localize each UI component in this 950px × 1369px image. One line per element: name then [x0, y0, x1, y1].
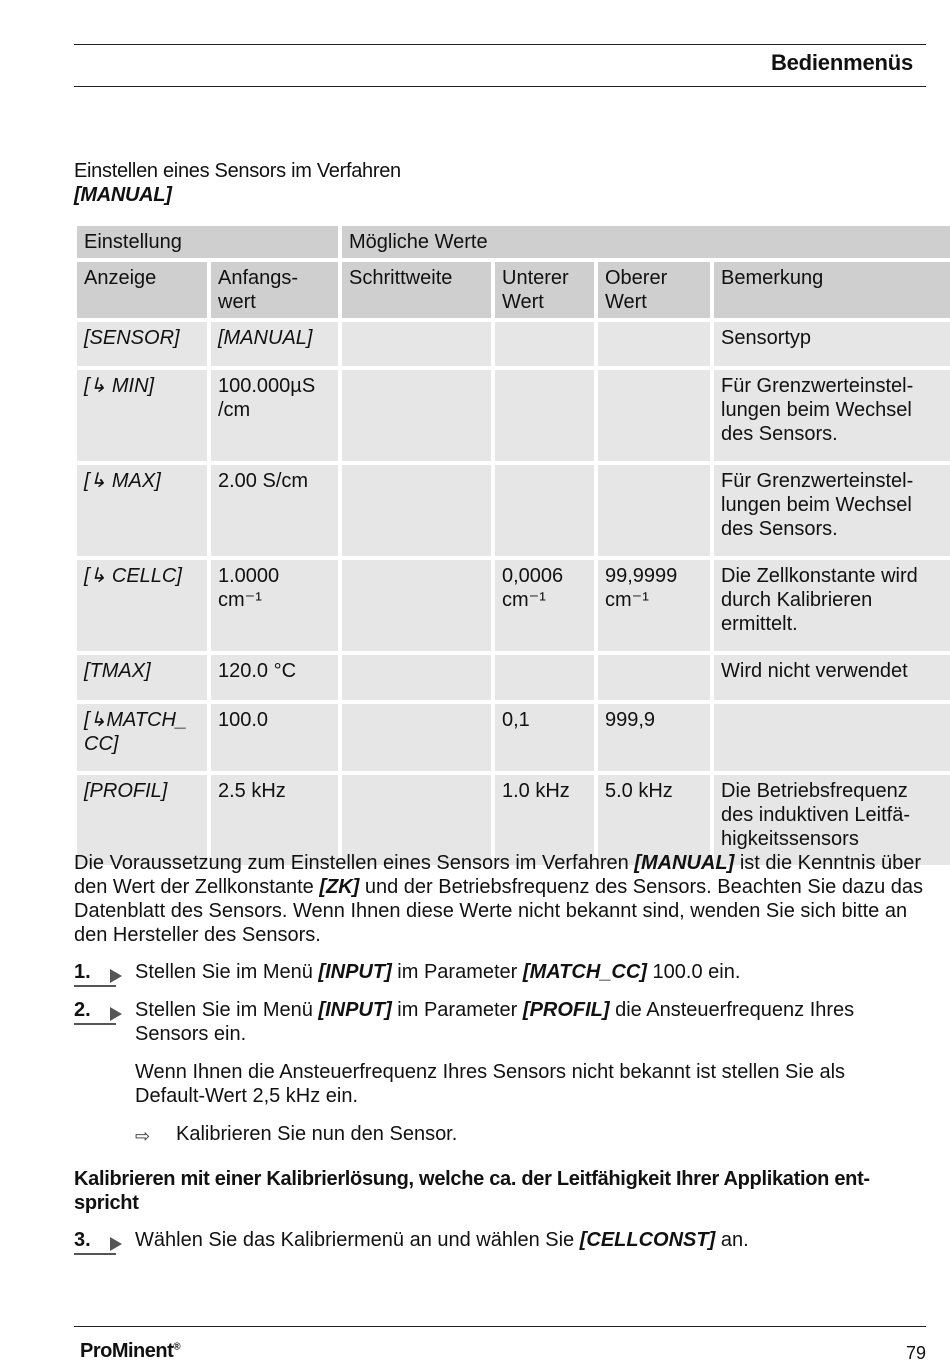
step-3-underline — [74, 1253, 116, 1255]
header-title: Bedienmenüs — [770, 50, 913, 75]
parameter-table — [73, 222, 950, 869]
step-1-text-a: Stellen Sie im Menü — [135, 961, 319, 983]
cell-anfangswert: 2.00 S/cm — [211, 465, 338, 556]
cell-anzeige: [↳MATCH_ CC] — [77, 704, 207, 771]
table-body — [77, 322, 950, 865]
cell-anfangswert: 2.5 kHz — [211, 775, 338, 865]
cell-bemerkung: Wird nicht verwendet — [714, 655, 950, 700]
cell-unterer-wert: 0,0006 cm⁻¹ — [495, 560, 594, 651]
cell-bemerkung: Sensortyp — [714, 322, 950, 366]
cell-anzeige: [TMAX] — [77, 655, 207, 700]
step-2-term-profil: [PROFIL] — [522, 999, 610, 1021]
cell-oberer-wert — [598, 465, 710, 556]
cell-bemerkung: Die Betriebsfrequenz des induktiven Leitfä- higkeitssensors — [714, 775, 950, 865]
step-1-text-c: im Parameter — [391, 961, 523, 983]
cell-bemerkung: Für Grenzwerteinstel- lungen beim Wechsel des Sensors. — [714, 370, 950, 461]
cell-oberer-wert: 99,9999 cm⁻¹ — [598, 560, 710, 651]
step-1-term-match-cc: [MATCH_CC] — [522, 961, 647, 983]
cell-unterer-wert — [495, 370, 594, 461]
step-2-term-input: [INPUT] — [318, 999, 392, 1021]
column-header-oberer-wert: Oberer Wert — [598, 262, 710, 318]
step-3-text-a: Wählen Sie das Kalibriermenü an und wählen Sie — [135, 1229, 580, 1251]
cell-schrittweite — [342, 370, 491, 461]
column-header-bemerkung: Bemerkung — [714, 262, 950, 318]
cell-unterer-wert: 0,1 — [495, 704, 594, 771]
table-group-header-row — [77, 226, 950, 258]
intro-text-2: ist die Kenntnis über den Wert der Zellkonstante — [74, 852, 922, 898]
cell-oberer-wert — [598, 322, 710, 366]
table-row — [77, 704, 950, 771]
cell-schrittweite — [342, 704, 491, 771]
column-header-schrittweite: Schrittweite — [342, 262, 491, 318]
cell-bemerkung: Für Grenzwerteinstel- lungen beim Wechsel des Sensors. — [714, 465, 950, 556]
cell-anfangswert: [MANUAL] — [211, 322, 338, 366]
section-title-text: Einstellen eines Sensors im Verfahren — [74, 160, 401, 182]
logo-text: ProMinent — [80, 1340, 174, 1362]
table-row — [77, 322, 950, 366]
cell-oberer-wert — [598, 655, 710, 700]
step-2-underline — [74, 1023, 116, 1025]
cell-unterer-wert — [495, 655, 594, 700]
cell-unterer-wert — [495, 322, 594, 366]
cell-anfangswert: 1.0000 cm⁻¹ — [211, 560, 338, 651]
cell-bemerkung — [714, 704, 950, 771]
step-1-underline — [74, 985, 116, 987]
column-header-unterer-wert: Unterer Wert — [495, 262, 594, 318]
step-1-text-e: 100.0 ein. — [646, 961, 741, 983]
step-2-text-a: Stellen Sie im Menü — [135, 999, 319, 1021]
step-1-term-input: [INPUT] — [318, 961, 392, 983]
section-title — [74, 159, 401, 207]
cell-oberer-wert: 5.0 kHz — [598, 775, 710, 865]
intro-paragraph — [74, 851, 924, 947]
result-text: Kalibrieren Sie nun den Sensor. — [176, 1123, 458, 1145]
cell-unterer-wert: 1.0 kHz — [495, 775, 594, 865]
cell-oberer-wert: 999,9 — [598, 704, 710, 771]
intro-text-3: und der Betriebsfrequenz des Sensors. Beachten Sie dazu das Datenblatt des Sensors. Wenn Ihnen diese Werte nicht bekannt sind, wenden Sie sich bitte an den Hersteller des Sensors. — [74, 876, 923, 946]
subheading-calibration: Kalibrieren mit einer Kalibrierlösung, welche ca. der Leitfähigkeit Ihrer Applikation ent- spricht — [74, 1168, 870, 1214]
step-1-number: 1. — [74, 961, 91, 983]
column-header-anzeige: Anzeige — [77, 262, 207, 318]
cell-anfangswert: 100.000µS /cm — [211, 370, 338, 461]
cell-unterer-wert — [495, 465, 594, 556]
step-3-number: 3. — [74, 1229, 91, 1251]
page-number: 79 — [905, 1343, 926, 1363]
column-header-anfangswert: Anfangs- wert — [211, 262, 338, 318]
step-2-text-c: im Parameter — [391, 999, 523, 1021]
intro-term-manual: [MANUAL] — [634, 852, 735, 874]
cell-schrittweite — [342, 655, 491, 700]
step-3-text-c: an. — [715, 1229, 749, 1251]
footer-rule — [74, 1326, 926, 1327]
cell-bemerkung: Die Zellkonstante wird durch Kalibrieren ermittelt. — [714, 560, 950, 651]
table-row — [77, 655, 950, 700]
table-row — [77, 370, 950, 461]
step-2-number: 2. — [74, 999, 91, 1021]
step-2-note: Wenn Ihnen die Ansteuerfrequenz Ihres Sensors nicht bekannt ist stellen Sie als Default-Wert 2,5 kHz ein. — [135, 1061, 846, 1107]
cell-anfangswert: 100.0 — [211, 704, 338, 771]
table-column-header-row — [77, 262, 950, 318]
cell-anzeige: [↳ MAX] — [77, 465, 207, 556]
logo-registered-mark: ® — [173, 1341, 181, 1353]
step-2-text-e: die Ansteuerfrequenz Ihres Sensors ein. — [135, 999, 855, 1045]
cell-schrittweite — [342, 322, 491, 366]
step-2-arrow-icon — [110, 1007, 122, 1021]
cell-anzeige: [SENSOR] — [77, 322, 207, 366]
section-subtitle: [MANUAL] — [74, 184, 172, 206]
cell-anzeige: [PROFIL] — [77, 775, 207, 865]
cell-anfangswert: 120.0 °C — [211, 655, 338, 700]
intro-term-zk: [ZK] — [319, 876, 360, 898]
table-row — [77, 465, 950, 556]
header-top-rule — [74, 44, 926, 45]
step-3-text — [135, 1228, 920, 1252]
intro-text-1: Die Voraussetzung zum Einstellen eines Sensors im Verfahren — [74, 852, 635, 874]
step-2-text — [135, 998, 920, 1046]
header-moegliche-werte: Mögliche Werte — [342, 226, 950, 258]
result-arrow-icon: ⇨ — [135, 1126, 151, 1146]
step-3-arrow-icon — [110, 1237, 122, 1251]
cell-schrittweite — [342, 560, 491, 651]
step-3-term-cellconst: [CELLCONST] — [579, 1229, 716, 1251]
header-einstellung: Einstellung — [77, 226, 338, 258]
header-bottom-rule — [74, 86, 926, 87]
cell-anzeige: [↳ MIN] — [77, 370, 207, 461]
cell-oberer-wert — [598, 370, 710, 461]
table-row — [77, 560, 950, 651]
prominent-logo — [80, 1340, 180, 1363]
step-1-text — [135, 960, 920, 984]
cell-schrittweite — [342, 465, 491, 556]
cell-anzeige: [↳ CELLC] — [77, 560, 207, 651]
step-1-arrow-icon — [110, 969, 122, 983]
